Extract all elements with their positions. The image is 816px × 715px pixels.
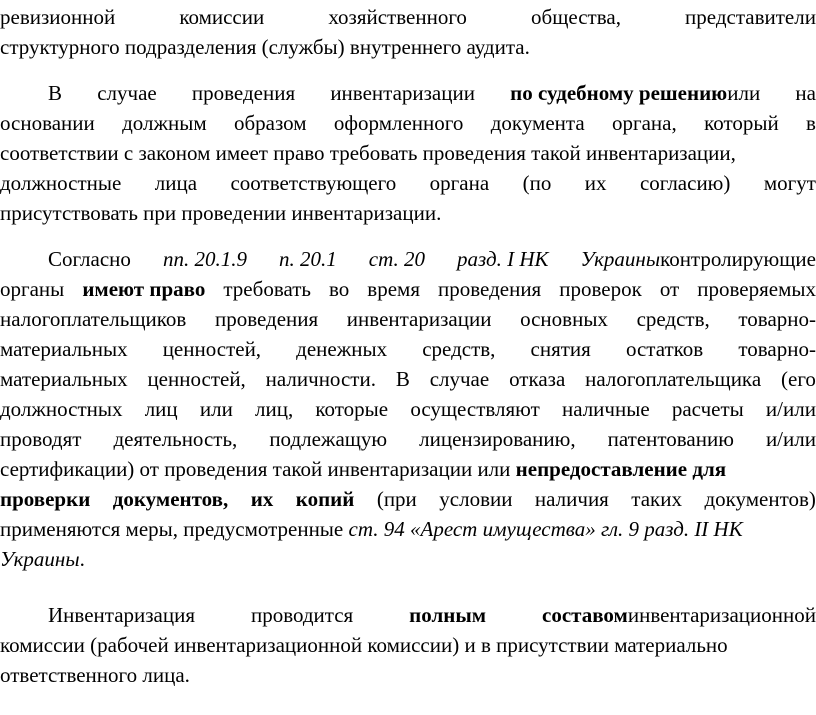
p2-line-5 [0, 198, 816, 228]
word: (по [522, 171, 552, 195]
word: проводят [0, 427, 82, 451]
p3-line-2 [0, 274, 816, 304]
text: присутствовать при проведении инвентаризации. [0, 201, 442, 225]
word: случае [97, 81, 157, 105]
word: инвентаризации [346, 307, 492, 331]
bold-word: копий [295, 487, 355, 511]
word: отказа [509, 367, 566, 391]
word: должностных [0, 397, 123, 421]
word: лица [154, 171, 198, 195]
word: документа [490, 111, 585, 135]
bold-word: составом [542, 603, 628, 627]
p4-line-2 [0, 630, 816, 660]
italic-ref: ст. 94 «Арест имущества» гл. 9 разд. II НК [348, 517, 743, 541]
word: проверок [559, 277, 642, 301]
word: который [704, 111, 779, 135]
word: и/или [765, 427, 816, 451]
p3-line-1 [0, 244, 816, 274]
word: ревизионной [0, 5, 116, 29]
word: органа, [611, 111, 677, 135]
word: денежных [296, 337, 388, 361]
word: или [727, 81, 761, 105]
word: лиц, [255, 397, 294, 421]
bold-phrase: непредоставление для [515, 457, 727, 481]
word: подлежащую [269, 427, 388, 451]
word: материальных [0, 337, 128, 361]
word: товарно- [738, 337, 816, 361]
word: от [659, 277, 680, 301]
word: средств, [636, 307, 710, 331]
word: проводится [250, 603, 354, 627]
word: ценностей, [147, 367, 246, 391]
word: проведения [191, 81, 296, 105]
text: соответствии с законом имеет право требовать проведения такой инвентаризации, [0, 141, 736, 165]
word: документов) [704, 487, 816, 511]
word: таких [631, 487, 682, 511]
word: наличности. [265, 367, 376, 391]
p4-line-1 [0, 600, 816, 630]
italic-ref: Украины [580, 247, 661, 271]
word: оформленного [333, 111, 464, 135]
word: расчеты [671, 397, 744, 421]
word: проведения [438, 277, 542, 301]
italic-ref: ст. 20 [368, 247, 426, 271]
p1-line-1 [0, 2, 816, 32]
word: ценностей, [162, 337, 262, 361]
word: на [795, 81, 816, 105]
word: органа [429, 171, 490, 195]
word: Согласно [48, 247, 131, 271]
bold-word: полным [409, 603, 487, 627]
italic-ref: п. 20.1 [278, 247, 337, 271]
word: инвентаризационной [627, 603, 816, 627]
word: деятельность, [113, 427, 238, 451]
bold-word: их [250, 487, 274, 511]
word: случае [429, 367, 490, 391]
p3-line-7 [0, 424, 816, 454]
text: ответственного лица. [0, 663, 190, 687]
word: лиц [144, 397, 178, 421]
word: должностные [0, 171, 122, 195]
text: структурного подразделения (службы) внутреннего аудита. [0, 35, 530, 59]
word: их [584, 171, 607, 195]
word: в [806, 111, 816, 135]
bold-phrase: имеют право [82, 277, 206, 301]
p1-line-2 [0, 32, 816, 62]
word: Инвентаризация [48, 603, 195, 627]
word: которые [315, 397, 389, 421]
p3-line-8 [0, 454, 816, 484]
word: налогоплательщика [585, 367, 762, 391]
text: комиссии (рабочей инвентаризационной комиссии) и в присутствии материально [0, 633, 728, 657]
word: требовать [223, 277, 311, 301]
p2-line-4 [0, 168, 816, 198]
word: основании [0, 111, 95, 135]
word: и/или [765, 397, 816, 421]
word: В [395, 367, 410, 391]
p4-line-3 [0, 660, 816, 690]
p2-line-1 [0, 78, 816, 108]
p2-line-2 [0, 108, 816, 138]
word: остатков [625, 337, 704, 361]
word: инвентаризации [330, 81, 475, 105]
word: В [48, 81, 63, 105]
word: или [199, 397, 233, 421]
bold-phrase: по судебному решению [510, 81, 728, 105]
word: условии [439, 487, 513, 511]
p3-line-9 [0, 484, 816, 514]
p3-line-11 [0, 544, 816, 574]
word: основных [520, 307, 608, 331]
word: (его [781, 367, 816, 391]
word: проведения [214, 307, 319, 331]
word: наличные [561, 397, 650, 421]
p3-line-5 [0, 364, 816, 394]
p3-line-10 [0, 514, 816, 544]
p2-line-3 [0, 138, 816, 168]
text: . [79, 547, 85, 571]
word: могут [763, 171, 816, 195]
bold-word: проверки [0, 487, 91, 511]
word: материальных [0, 367, 128, 391]
p3-line-4 [0, 334, 816, 364]
word: время [367, 277, 420, 301]
italic-ref: Украины [0, 547, 80, 571]
italic-ref: пп. 20.1.9 [162, 247, 247, 271]
text: применяются меры, предусмотренные [0, 517, 344, 541]
p3-line-3 [0, 304, 816, 334]
word: патентованию [607, 427, 734, 451]
word: комиссии [179, 5, 265, 29]
bold-word: документов, [112, 487, 229, 511]
word: проверяемых [697, 277, 816, 301]
italic-ref: разд. I НК [457, 247, 549, 271]
word: осуществляют [410, 397, 540, 421]
word: органы [0, 277, 65, 301]
p3-line-6 [0, 394, 816, 424]
word: должным [122, 111, 207, 135]
word: товарно- [738, 307, 816, 331]
word: хозяйственного [328, 5, 467, 29]
word: во [329, 277, 350, 301]
word: представители [685, 5, 816, 29]
word: контролирующие [660, 247, 816, 271]
word: образом [234, 111, 307, 135]
word: соответствующего [230, 171, 397, 195]
text: сертификации) от проведения такой инвентаризации или [0, 457, 511, 481]
word: общества, [531, 5, 621, 29]
word: наличия [534, 487, 609, 511]
word: снятия [530, 337, 591, 361]
word: (при [376, 487, 417, 511]
word: лицензированию, [419, 427, 576, 451]
word: средств, [422, 337, 496, 361]
word: согласию) [639, 171, 731, 195]
word: налогоплательщиков [0, 307, 187, 331]
